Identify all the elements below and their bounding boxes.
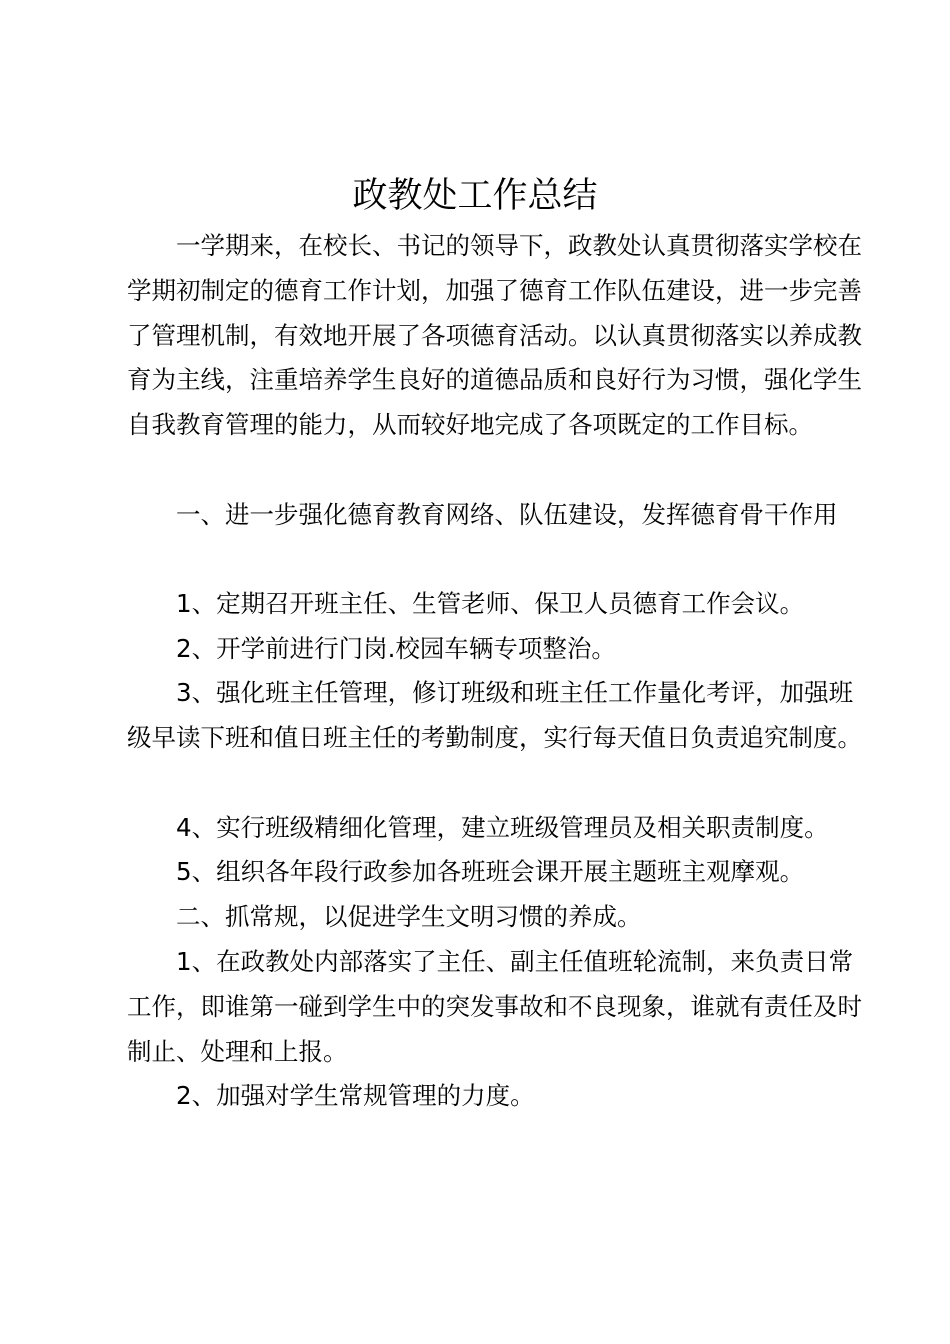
document-title: 政教处工作总结: [352, 176, 598, 216]
list-item-1-2: 2、开学前进行门岗.校园车辆专项整治。: [176, 634, 616, 663]
list-item-1-3: 3、强化班主任管理，修订班级和班主任工作量化考评，加强班级早读下班和值日班主任的考勤制度，实行每天值日负责追究制度。: [127, 678, 862, 752]
intro-paragraph: 一学期来，在校长、书记的领导下，政教处认真贯彻落实学校在学期初制定的德育工作计划，加强了德育工作队伍建设，进一步完善了管理机制，有效地开展了各项德育活动。以认真贯彻落实以养成教育为主线，注重培养学生良好的道德品质和良好行为习惯，强化学生自我教育管理的能力，从而较好地完成了各项既定的工作目标。: [127, 231, 862, 440]
list-item-1-1: 1、定期召开班主任、生管老师、保卫人员德育工作会议。: [176, 589, 805, 618]
list-item-1-5: 5、组织各年段行政参加各班班会课开展主题班主观摩观。: [176, 857, 805, 886]
list-item-2-1: 1、在政教处内部落实了主任、副主任值班轮流制，来负责日常工作，即谁第一碰到学生中的突发事故和不良现象，谁就有责任及时制止、处理和上报。: [127, 947, 862, 1066]
section-heading-2: 二、抓常规，以促进学生文明习惯的养成。: [176, 902, 642, 931]
list-item-2-2: 2、加强对学生常规管理的力度。: [176, 1081, 535, 1110]
list-item-1-4: 4、实行班级精细化管理，建立班级管理员及相关职责制度。: [176, 813, 829, 842]
section-heading-1: 一、进一步强化德育教育网络、队伍建设，发挥德育骨干作用: [176, 500, 838, 529]
